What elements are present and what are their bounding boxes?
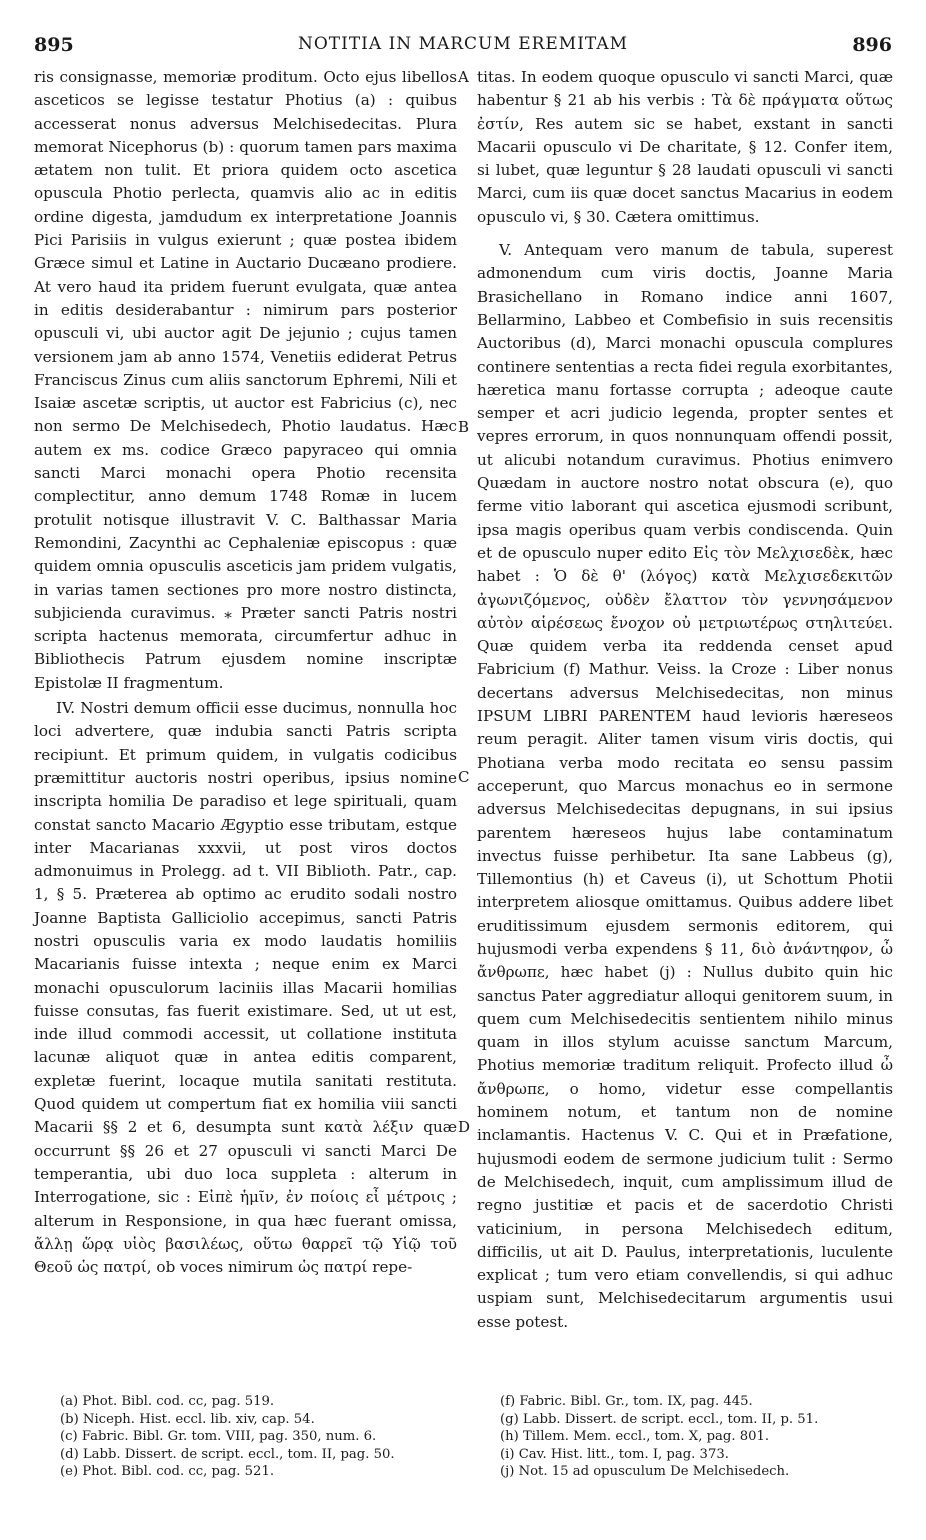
left-column: [34, 66, 457, 1279]
footnote-a: (a) Phot. Bibl. cod. cc, pag. 519.: [60, 1394, 275, 1409]
margin-marker-a: A: [458, 68, 469, 86]
margin-marker-c: C: [458, 768, 470, 786]
footnote-f: (f) Fabric. Bibl. Gr., tom. IX, pag. 445.: [500, 1394, 753, 1409]
paragraph-v: V. Antequam vero manum de tabula, superest admonendum cum viris doctis, Joanne Maria Brasichellano in Romano indice anni 1607, Bellarmino, Labbeo et Combefisio in suis recensitis Auctoribus (d), Marci monachi opuscula complures continere sententias a recta fidei regula exorbitantes, hæretica manu fortasse corrupta ; adeoque caute semper et acri judicio legenda, propter sentes et vepres errorum, in quos nonnunquam offendi possit, ut alicubi notandum curavimus. Photius enimvero Quædam in auctore nostro notat obscura (e), quo ferme vitio laborant qui ascetica ejusmodi scribunt, ipsa magis operibus quam verbis condiscenda. Quin et de opusculo nuper edito Εἰς τὸν Μελχισεδὲκ, hæc habet : Ὁ δὲ θ' (λόγος) κατὰ Μελχισεδεκιτῶν ἀγωνιζόμενος, οὐδὲν ἔλαττον τὸν γεννησάμενον αὐτὸν αἱρέσεως ἔνοχον οὐ μετριωτέρως στηλιτεύει. Quæ quidem verba ita reddenda censet apud Fabricium (f) Mathur. Veiss. la Croze : Liber nonus decertans adversus Melchisedecitas, non minus IPSUM LIBRI PARENTEM haud levioris hæreseos reum peragit. Aliter tamen visum viris doctis, qui Photiana verba modo recitata eo sensu passim acceperunt, quo Marcus monachus eo in sermone adversus Melchisedecitas depugnans, in sui ipsius parentem hæreseos hujus labe contaminatum invectus fuisse perhibetur. Ita sane Labbeus (g), Tillemontius (h) et Caveus (i), ut Schottum Photii interpretem aliosque omittamus. Quibus addere libet eruditissimum ejusdem sermonis editorem, qui hujusmodi verba expendens § 11, διὸ ἀνάντηφον, ὦ ἄνθρωπε, hæc habet (j) : Nullus dubito quin hic sanctus Pater aggrediatur alloqui genitorem suum, in quem cum Melchisedecitis sentientem nihilo minus quam in illos stylum acuisse sanctum Marcum, Photius memoriæ traditum reliquit. Profecto illud ὦ ἄνθρωπε, o homo, videtur esse compellantis hominem notum, et tantum non de nomine inclamantis. Hactenus V. C. Qui et in Præfatione, hujusmodi eodem de sermone judicium tulit : Sermo de Melchisedech, inquit, cum amplissimum illud de regno justitiæ et pacis et de sacerdotio Christi vaticinium, in persona Melchisedech editum, difficilis, ut ait D. Paulus, interpretationis, luculente explicat ; tum vero etiam convellendis, si qui adhuc uspiam sunt, Melchisedecitarum argumentis usui esse potest.: [477, 241, 893, 1331]
right-column: [477, 66, 893, 1334]
running-title: NOTITIA IN MARCUM EREMITAM: [297, 34, 629, 54]
footnote-i: (i) Cav. Hist. litt., tom. I, pag. 373.: [500, 1446, 729, 1462]
page-number-left: 895: [34, 34, 74, 56]
footnote-e: (e) Phot. Bibl. cod. cc, pag. 521.: [60, 1464, 275, 1479]
margin-marker-b: B: [458, 418, 470, 436]
footnote-c: (c) Fabric. Bibl. Gr. tom. VIII, pag. 350, num. 6.: [60, 1429, 377, 1444]
footnote-h: (h) Tillem. Mem. eccl., tom. X, pag. 801.: [500, 1429, 770, 1444]
footnotes-left: [60, 1393, 460, 1481]
footnote-j: (j) Not. 15 ad opusculum De Melchisedech.: [500, 1464, 790, 1479]
page-header: [34, 34, 892, 60]
footnote-d: (d) Labb. Dissert. de script. eccl., tom. II, pag. 50.: [60, 1446, 395, 1462]
footnotes-right: [500, 1393, 900, 1481]
margin-marker-d: D: [458, 1118, 471, 1136]
paragraph-iv: IV. Nostri demum officii esse ducimus, nonnulla hoc loci advertere, quæ indubia sancti Patris scripta recipiunt. Et primum quidem, in vulgatis codicibus præmittitur auctoris nostri operibus, ipsius nomine inscripta homilia De paradiso et lege spirituali, quam constat sancto Macario Ægyptio esse tributam, estque inter Macarianas xxxvii, ut post viros doctos admonuimus in Prolegg. ad t. VII Biblioth. Patr., cap. 1, § 5. Præterea ab optimo ac erudito sodali nostro Joanne Baptista Galliciolio accepimus, sancti Patris nostri opusculis varia ex modo laudatis homiliis Macarianis fuisse intexta ; neque enim ex Marci monachi opusculorum laciniis illas Macarii homilias fuisse consutas, fas fuerit existimare. Sed, ut ut est, inde illud commodi accessit, ut collatione instituta lacunæ aliquot quæ in antea editis comparent, expletæ fuerint, locaque mutila sanitati restituta. Quod quidem ut compertum fiat ex homilia viii sancti Macarii §§ 2 et 6, desumpta sunt κατὰ λέξιν quæ occurrunt §§ 26 et 27 opusculi vi sancti Marci De temperantia, ubi duo loca suppleta : alterum in Interrogatione, sic : Εἰπὲ ἡμῖν, ἐν ποίοις εἶ μέτροις ; alterum in Responsione, in qua hæc fuerant omissa, ἄλλῃ ὥρᾳ υἱὸς βασιλέως, οὕτω θαρρεῖ τῷ Υἱῷ τοῦ Θεοῦ ὡς πατρί, ob voces nimirum ὡς πατρί repe-: [34, 699, 457, 1277]
paragraph-iii-continued: ris consignasse, memoriæ proditum. Octo ejus libellos asceticos se legisse testatur Photius (a) : quibus accesserat nonus adversus Melchisedecitas. Plura memorat Nicephorus (b) : quorum tamen pars maxima ætatem non tulit. Et priora quidem octo ascetica opuscula Photio perlecta, quamvis alio ac in editis ordine digesta, jamdudum ex interpretatione Joannis Pici Parisiis in vulgus exierunt ; quæ postea ibidem Græce simul et Latine in Auctario Ducæano prodiere. At vero haud ita pridem fuerunt evulgata, quæ antea in editis desiderabantur : nimirum pars posterior opusculi vi, ubi auctor agit De jejunio ; cujus tamen versionem jam ab anno 1574, Venetiis ediderat Petrus Franciscus Zinus cum aliis sanctorum Ephremi, Nili et Isaiæ ascetæ scriptis, ut auctor est Fabricius (c), nec non sermo De Melchisedech, Photio laudatus. Hæc autem ex ms. codice Græco papyraceo qui omnia sancti Marci monachi opera Photio recensita complectitur, anno demum 1748 Romæ in lucem protulit notisque illustravit V. C. Balthassar Maria Remondini, Zacynthi ac Cephaleniæ episcopus : quæ quidem omnia opusculis asceticis jam pridem vulgatis, in varias tamen sectiones pro more nostro distincta, subjicienda curavimus. ⁎ Præter sancti Patris nostri scripta hactenus memorata, circumfertur adhuc in Bibliothecis Patrum ejusdem nomine inscriptæ Epistolæ II fragmentum.: [34, 68, 457, 692]
paragraph-iv-continued: titas. In eodem quoque opusculo vi sancti Marci, quæ habentur § 21 ab his verbis : Τὰ δὲ πράγματα οὕτως ἐστίν, Res autem sic se habet, exstant in sancti Macarii opusculo vi De charitate, § 12. Confer item, si lubet, quæ leguntur § 28 laudati opusculi vi sancti Marci, cum iis quæ docet sanctus Macarius in eodem opusculo vi, § 30. Cætera omittimus.: [477, 68, 893, 226]
footnote-g: (g) Labb. Dissert. de script. eccl., tom. II, p. 51.: [500, 1411, 819, 1427]
page-number-right: 896: [852, 34, 892, 56]
footnote-b: (b) Niceph. Hist. eccl. lib. xiv, cap. 54.: [60, 1411, 315, 1427]
